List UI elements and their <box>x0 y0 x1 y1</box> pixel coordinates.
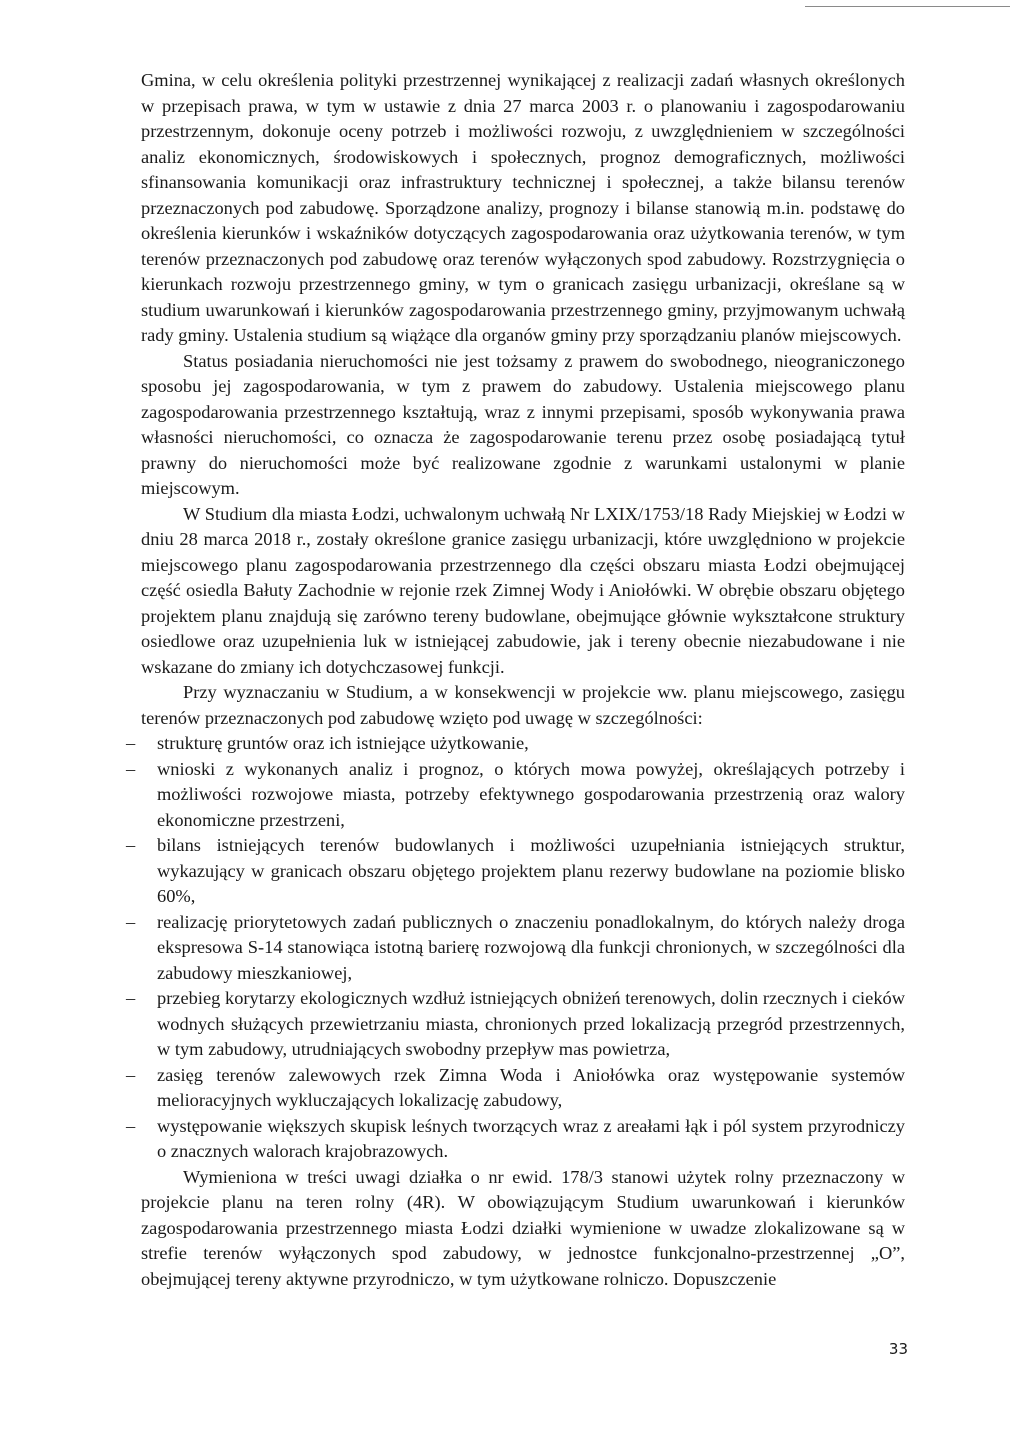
list-item <box>126 1063 905 1114</box>
list-item-text: zasięg terenów zalewowych rzek Zimna Woda i Aniołówka oraz występowanie systemów melioracyjnych wykluczających lokalizację zabudowy, <box>157 1064 905 1110</box>
paragraph-3: W Studium dla miasta Łodzi, uchwalonym uchwałą Nr LXIX/1753/18 Rady Miejskiej w Łodzi w dniu 28 marca 2018 r., zostały określone granice zasięgu urbanizacji, które uwzględniono w projekcie miejscowego planu zagospodarowania przestrzennego dla części obszaru miasta Łodzi obejmującej część osiedla Bałuty Zachodnie w rejonie rzek Zimnej Wody i Aniołówki. W obrębie obszaru objętego projektem planu znajdują się zarówno tereny budowlane, obejmujące głównie wykształcone struktury osiedlowe oraz uzupełnienia luk w istniejącej zabudowie, jak i tereny obecnie niezabudowane i nie wskazane do zmiany ich dotychczasowej funkcji. <box>141 503 905 677</box>
list-item <box>126 1114 905 1165</box>
list-dash: – <box>126 1115 136 1136</box>
criteria-list <box>126 731 905 1165</box>
list-item-text: występowanie większych skupisk leśnych tworzących wraz z areałami łąk i pól system przyrodniczy o znacznych walorach krajobrazowych. <box>157 1115 905 1161</box>
list-item <box>126 833 905 910</box>
list-item <box>126 986 905 1063</box>
list-item <box>126 731 905 757</box>
paragraph-5: Wymieniona w treści uwagi działka o nr ewid. 178/3 stanowi użytek rolny przeznaczony w projekcie planu na teren rolny (4R). W obowiązującym Studium uwarunkowań i kierunków zagospodarowania przestrzennego miasta Łodzi działki wymienione w uwadze zlokalizowane są w strefie terenów wyłączonych spod zabudowy, w jednostce funkcjonalno-przestrzennej „O”, obejmującej tereny aktywne przyrodniczo, w tym użytkowane rolniczo. Dopuszczenie <box>141 1166 905 1289</box>
top-edge-rule <box>805 6 1010 7</box>
paragraph-1: Gmina, w celu określenia polityki przestrzennej wynikającej z realizacji zadań własnych określonych w przepisach prawa, w tym w ustawie z dnia 27 marca 2003 r. o planowaniu i zagospodarowaniu przestrzennym, dokonuje oceny potrzeb i możliwości rozwoju, z uwzględnieniem w szczególności analiz ekonomicznych, środowiskowych i społecznych, prognoz demograficznych, możliwości sfinansowania komunikacji oraz infrastruktury technicznej i społecznej, a także bilansu terenów przeznaczonych pod zabudowę. Sporządzone analizy, prognozy i bilanse stanowią m.in. podstawę do określenia kierunków i wskaźników dotyczących zagospodarowania oraz użytkowania terenów, w tym terenów przeznaczonych pod zabudowę oraz terenów wyłączonych spod zabudowy. Rozstrzygnięcia o kierunkach rozwoju przestrzennego gminy, w tym o granicach zasięgu urbanizacji, określane są w studium uwarunkowań i kierunków zagospodarowania przestrzennego gminy, przyjmowanym uchwałą rady gminy. Ustalenia studium są wiążące dla organów gminy przy sporządzaniu planów miejscowych. <box>141 70 905 345</box>
list-item <box>126 910 905 987</box>
list-dash: – <box>126 988 136 1008</box>
list-item <box>126 757 905 834</box>
document-body <box>126 68 905 1292</box>
list-dash: – <box>126 758 136 779</box>
list-item-text: realizację priorytetowych zadań publicznych o znaczeniu ponadlokalnym, do których należy droga ekspresowa S-14 stanowiąca istotną barierę rozwojową dla funkcji chronionych, w szczególności dla zabudowy mieszkaniowej, <box>157 911 905 983</box>
list-item-text: bilans istniejących terenów budowlanych i możliwości uzupełniania istniejących struktur, wykazujący w granicach obszaru objętego projektem planu rezerwy budowlane na poziomie blisko 60%, <box>157 835 905 906</box>
page-number: 33 <box>888 1340 908 1358</box>
list-dash: – <box>126 1064 136 1085</box>
list-dash: – <box>126 911 136 932</box>
list-dash: – <box>126 835 136 855</box>
paragraph-4: Przy wyznaczaniu w Studium, a w konsekwencji w projekcie ww. planu miejscowego, zasięgu terenów przeznaczonych pod zabudowę wzięto pod uwagę w szczególności: <box>141 682 905 728</box>
list-item-text: wnioski z wykonanych analiz i prognoz, o których mowa powyżej, określających potrzeby i możliwości rozwojowe miasta, potrzeby efektywnego gospodarowania przestrzenią oraz walory ekonomiczne przestrzeni, <box>157 758 905 830</box>
list-item-text: przebieg korytarzy ekologicznych wzdłuż istniejących obniżeń terenowych, dolin rzecznych i cieków wodnych służących przewietrzaniu miasta, chronionych przed lokalizacją przegród przestrzennych, w tym zabudowy, utrudniających swobodny przepływ mas powietrza, <box>157 988 905 1059</box>
list-dash: – <box>126 733 136 753</box>
paragraph-2: Status posiadania nieruchomości nie jest tożsamy z prawem do swobodnego, nieograniczonego sposobu jej zagospodarowania, w tym z prawem do zabudowy. Ustalenia miejscowego planu zagospodarowania przestrzennego kształtują, wraz z innymi przepisami, sposób wykonywania prawa własności nieruchomości, co oznacza że zagospodarowanie terenu przez osobę posiadającą tytuł prawny do nieruchomości może być realizowane zgodnie z warunkami ustalonymi w planie miejscowym. <box>141 350 905 498</box>
list-item-text: strukturę gruntów oraz ich istniejące użytkowanie, <box>157 733 529 753</box>
